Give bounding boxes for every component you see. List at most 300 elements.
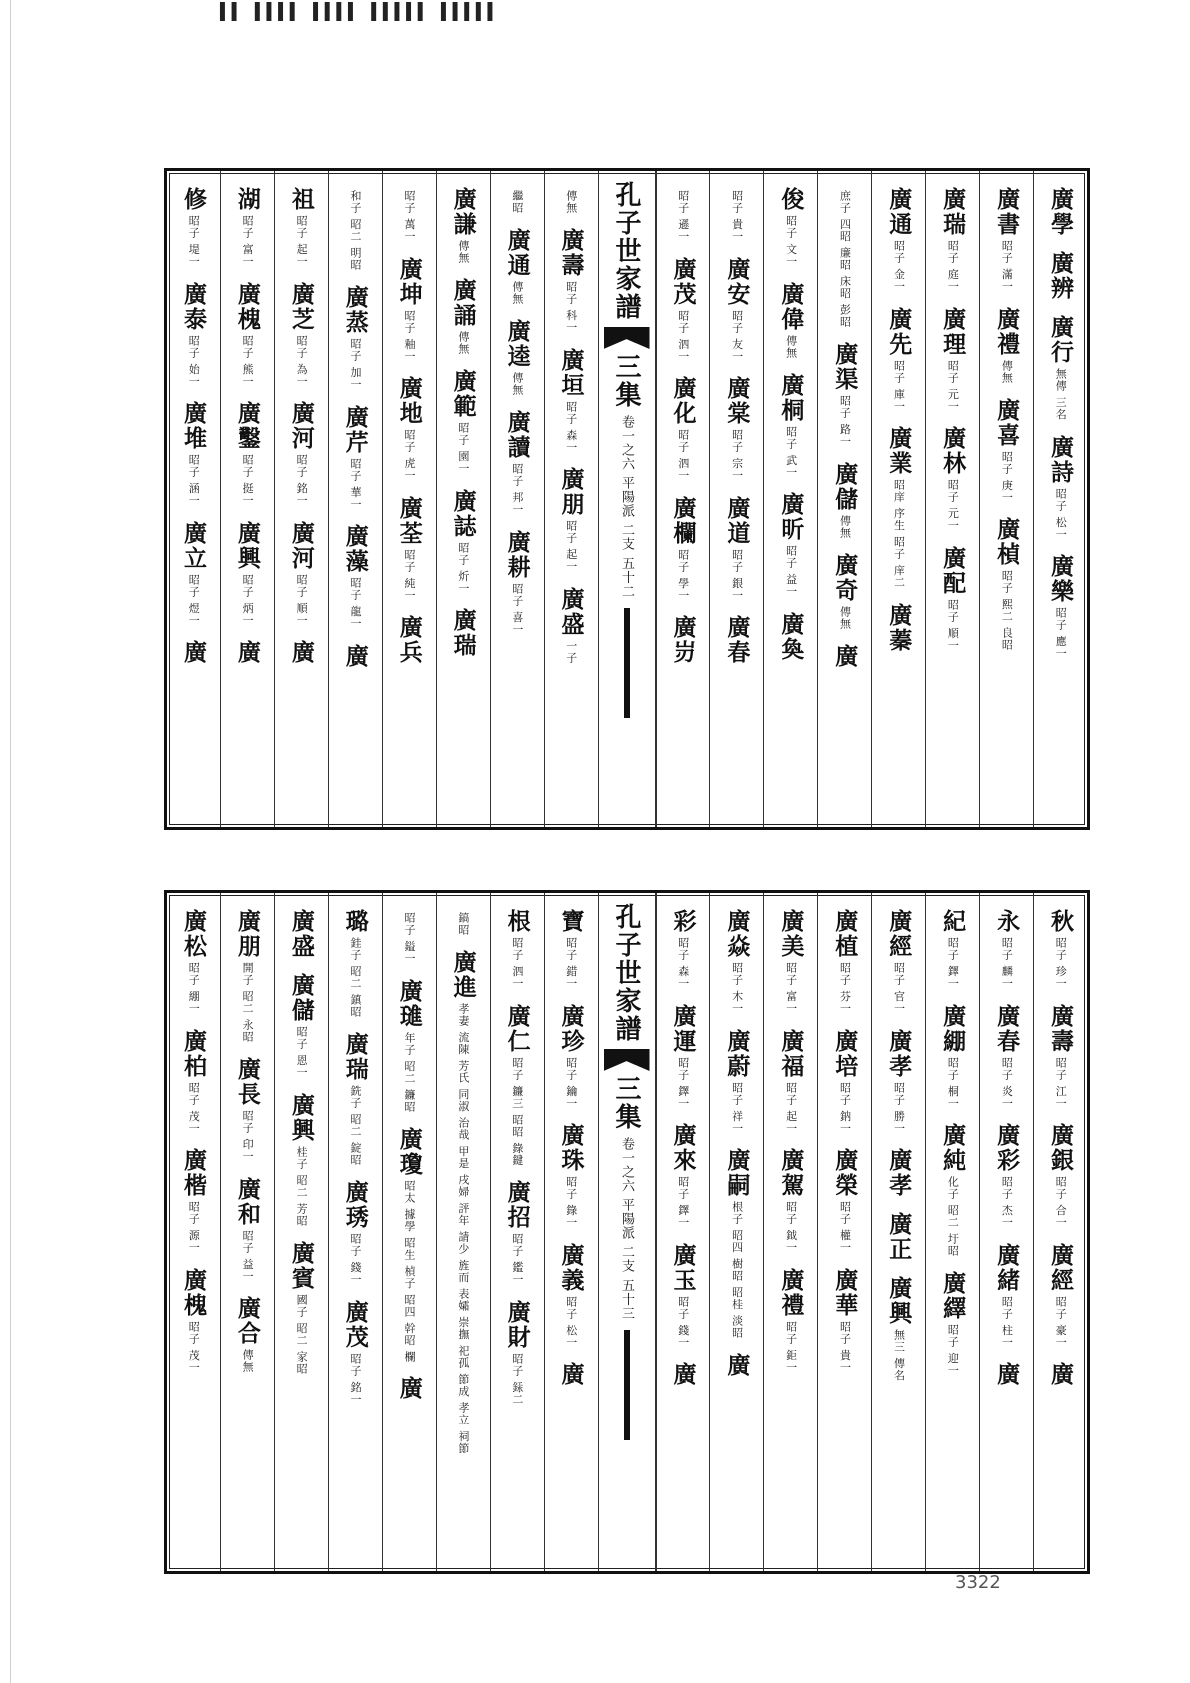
person-name: 廣招 <box>503 1180 531 1230</box>
genealogy-column <box>925 893 979 1571</box>
person-note: 昭子 友一 <box>730 309 744 362</box>
person-name: 廣孝 <box>885 1028 913 1079</box>
person-entry <box>831 1028 859 1135</box>
genealogy-column <box>274 171 328 827</box>
person-entry <box>993 1242 1021 1349</box>
person-note: 昭子 萬一 <box>402 190 416 243</box>
folio-bar <box>624 608 630 718</box>
genealogy-column <box>656 893 710 1571</box>
genealogy-column <box>1033 893 1087 1571</box>
person-entry <box>669 1362 697 1387</box>
person-note: 昭子 炎一 <box>1000 1056 1014 1109</box>
person-name: 廣蒸 <box>341 285 369 335</box>
person-name: 廣春 <box>993 1003 1021 1054</box>
person-name: 廣朋 <box>233 909 261 959</box>
person-note: 昭子 豪一 <box>1054 1295 1068 1348</box>
person-entry <box>939 1123 967 1257</box>
person-note: 昭子 鐮三 昭昭 錄鍵 <box>510 1056 524 1166</box>
person-note: 昭子 銾二 <box>510 1352 524 1405</box>
person-note: 昭子 森一 <box>676 937 690 990</box>
genealogy-column <box>871 893 925 1571</box>
person-entry <box>233 1296 261 1373</box>
person-note: 昭子 森一 <box>564 400 578 453</box>
genealogy-column <box>817 893 871 1571</box>
person-entry <box>511 187 523 214</box>
person-entry <box>723 1353 751 1378</box>
person-note: 昭子 邦一 <box>510 463 524 516</box>
person-entry <box>557 467 585 573</box>
person-note: 昭子 芬一 <box>838 962 852 1015</box>
person-note: 鎬昭 <box>456 912 470 936</box>
person-note: 昭子 學一 <box>676 548 690 601</box>
person-name: 廣奇 <box>831 552 859 603</box>
person-entry <box>1047 434 1075 541</box>
person-entry <box>669 1242 697 1349</box>
person-note: 昭子 元一 <box>946 359 960 412</box>
person-name: 廣運 <box>669 1003 697 1054</box>
person-name: 廣璡 <box>395 978 423 1029</box>
genealogy-column <box>328 171 382 827</box>
person-entry <box>565 187 577 214</box>
person-note: 孝妻 流陳 芳氏 同淑 治哉 甲是 戌婦 評年 請少 旌而 表孀 崇撫 祀孤 節成 孝立 祠節 <box>456 1003 470 1455</box>
person-entry <box>993 1003 1021 1110</box>
collection-title: 三集 <box>611 353 641 409</box>
person-entry <box>1047 554 1075 660</box>
person-note: 昭子 虎一 <box>402 429 416 482</box>
person-name: 廣茂 <box>669 256 697 307</box>
person-note: 昭子 茂一 <box>187 1320 201 1373</box>
person-note: 昭子 杰一 <box>1000 1176 1014 1229</box>
person-name: 廣耕 <box>503 529 531 580</box>
genealogy-column <box>763 893 817 1571</box>
person-name: 廣垣 <box>557 347 585 398</box>
title-column <box>598 893 656 1571</box>
person-entry <box>233 909 261 1043</box>
person-entry <box>669 909 697 990</box>
person-entry <box>939 909 967 990</box>
person-entry <box>395 1126 423 1363</box>
person-entry <box>503 410 531 516</box>
person-note: 昭子 迎一 <box>946 1324 960 1377</box>
person-entry <box>179 1267 207 1374</box>
person-name: 廣喜 <box>993 397 1021 448</box>
person-entry <box>233 640 261 665</box>
person-entry <box>885 1212 913 1262</box>
person-name: 廣春 <box>723 615 751 665</box>
person-entry <box>557 228 585 334</box>
genealogy-column <box>490 171 544 827</box>
person-entry <box>287 520 315 627</box>
person-entry <box>777 1028 805 1135</box>
genealogy-column <box>979 893 1033 1571</box>
person-name: 廣林 <box>939 426 967 476</box>
person-note: 昭子 起一 <box>784 1081 798 1134</box>
person-name: 廣詩 <box>1047 434 1075 485</box>
fishtail-mark <box>604 327 650 349</box>
genealogy-column <box>490 893 544 1571</box>
person-name: 廣盛 <box>287 909 315 959</box>
collection-title: 三集 <box>611 1075 641 1131</box>
person-name: 廣楷 <box>179 1148 207 1198</box>
person-note: 昭子 權一 <box>838 1201 852 1254</box>
person-note: 昭子 煜一 <box>187 573 201 626</box>
person-entry <box>993 306 1021 384</box>
person-name: 廣禮 <box>777 1267 805 1318</box>
person-entry <box>777 187 805 268</box>
person-entry <box>233 1176 261 1283</box>
person-name: 祖 <box>287 187 315 212</box>
person-entry <box>939 306 967 413</box>
person-note: 昭子 益一 <box>241 1229 255 1282</box>
person-name: 廣兵 <box>395 615 423 665</box>
person-name: 秋 <box>1047 909 1075 934</box>
genealogy-column <box>544 893 598 1571</box>
book-title: 孔子世家譜 <box>611 181 641 321</box>
person-note: 昭子 龍一 <box>349 577 363 630</box>
person-name: 廣來 <box>669 1123 697 1173</box>
person-entry <box>403 909 415 965</box>
person-entry <box>557 1003 585 1110</box>
person-entry <box>777 909 805 1015</box>
person-entry <box>233 1057 261 1163</box>
person-entry <box>341 285 369 391</box>
person-entry <box>993 1123 1021 1229</box>
person-name: 廣 <box>669 1362 697 1387</box>
person-entry <box>503 1299 531 1406</box>
person-note: 昭子 純一 <box>402 548 416 601</box>
person-name: 廣昕 <box>777 492 805 542</box>
person-entry <box>395 978 423 1113</box>
person-name: 廣 <box>287 640 315 665</box>
person-note: 昭子 珍一 <box>1054 937 1068 990</box>
person-note: 昭子 起一 <box>295 215 309 268</box>
person-note: 傳無 <box>510 281 524 305</box>
volume-info: 卷一之六 平陽派 二支 五十三 <box>619 1137 634 1321</box>
person-name: 廣儲 <box>831 461 859 512</box>
person-entry <box>395 376 423 482</box>
person-name: 廣朋 <box>557 467 585 517</box>
volume-info: 卷一之六 平陽派 二支 五十二 <box>619 415 634 599</box>
person-entry <box>341 643 369 669</box>
person-name: 廣岃 <box>669 615 697 665</box>
page-edge-line <box>10 0 11 1683</box>
person-name: 廣興 <box>885 1276 913 1326</box>
person-name: 廣河 <box>287 520 315 571</box>
person-note: 一子 <box>564 639 578 664</box>
person-note: 昭子 木一 <box>730 962 744 1015</box>
person-name: 廣理 <box>939 306 967 357</box>
person-name: 廣 <box>993 1362 1021 1387</box>
person-note: 昭子 柱一 <box>1000 1295 1014 1348</box>
person-note: 昭子 鐸一 <box>946 937 960 990</box>
person-entry <box>831 461 859 539</box>
person-name: 廣綳 <box>939 1003 967 1054</box>
person-entry <box>723 1148 751 1339</box>
person-name: 廣道 <box>723 495 751 546</box>
person-entry <box>669 495 697 602</box>
person-entry <box>723 256 751 363</box>
person-note: 傳無 <box>838 514 852 539</box>
person-entry <box>503 1180 531 1286</box>
person-entry <box>831 909 859 1015</box>
genealogy-column <box>817 171 871 827</box>
person-name: 廣壽 <box>557 228 585 278</box>
person-name: 廣瑞 <box>449 608 477 658</box>
person-note: 傳無 <box>784 334 798 359</box>
person-entry <box>885 909 913 1015</box>
person-name: 璐 <box>341 909 369 934</box>
person-note: 昭子 泗一 <box>676 429 690 482</box>
person-note: 昭子 貴一 <box>730 190 744 243</box>
person-note: 年子 昭二 鐮昭 <box>402 1031 416 1113</box>
person-entry <box>233 187 261 268</box>
person-name: 廣瓊 <box>395 1126 423 1177</box>
person-name: 廣合 <box>233 1296 261 1346</box>
person-entry <box>233 401 261 507</box>
person-note: 昭子 熊一 <box>241 334 255 387</box>
person-entry <box>395 615 423 665</box>
person-note: 昭子 官一 <box>892 962 906 1015</box>
person-note: 昭子 遜一 <box>676 190 690 243</box>
person-entry <box>403 187 415 243</box>
person-entry <box>449 488 477 595</box>
person-entry <box>557 347 585 454</box>
person-note: 昭子 桐一 <box>946 1056 960 1109</box>
person-entry <box>723 376 751 482</box>
person-entry <box>503 228 531 305</box>
person-note: 昭子 合一 <box>1054 1176 1068 1229</box>
person-entry <box>677 187 689 243</box>
person-entry <box>777 281 805 359</box>
person-note: 昭子 益一 <box>784 545 798 598</box>
person-name: 廣瑞 <box>341 1032 369 1082</box>
person-entry <box>993 909 1021 990</box>
person-note: 昭子 印一 <box>241 1110 255 1163</box>
person-name: 廣培 <box>831 1028 859 1079</box>
person-entry <box>1047 187 1075 237</box>
person-entry <box>939 187 967 293</box>
person-note: 昭子 源一 <box>187 1201 201 1254</box>
person-name: 廣孝 <box>885 1148 913 1198</box>
person-name: 廣業 <box>885 426 913 476</box>
person-note: 昭子 銘一 <box>349 1352 363 1405</box>
person-entry <box>939 1003 967 1110</box>
person-entry <box>723 495 751 602</box>
person-name: 廣純 <box>939 1123 967 1173</box>
person-name: 廣通 <box>885 187 913 237</box>
person-entry <box>669 615 697 665</box>
person-name: 廣珍 <box>557 1003 585 1054</box>
person-note: 昭子 鎰一 <box>402 912 416 965</box>
person-entry <box>777 611 805 662</box>
person-note: 昭子 炳一 <box>241 573 255 626</box>
person-name: 廣繹 <box>939 1271 967 1321</box>
person-entry <box>831 1148 859 1254</box>
person-entry <box>449 369 477 475</box>
person-note: 昭子 為一 <box>295 334 309 387</box>
person-entry <box>233 281 261 388</box>
person-name: 廣 <box>723 1353 751 1378</box>
person-note: 昭子 祥一 <box>730 1081 744 1134</box>
person-note: 昭子 鐸一 <box>676 1176 690 1229</box>
person-note: 昭子 勝一 <box>892 1081 906 1134</box>
person-name: 廣進 <box>449 950 477 1000</box>
person-entry <box>395 495 423 602</box>
person-name: 廣賓 <box>287 1240 315 1291</box>
person-note: 昭子 銀一 <box>730 548 744 601</box>
genealogy-column <box>709 893 763 1571</box>
person-note: 昭子 錢一 <box>676 1295 690 1348</box>
person-name: 廣奐 <box>777 611 805 662</box>
person-entry <box>731 187 743 243</box>
person-note: 昭子 華一 <box>349 457 363 510</box>
person-entry <box>179 640 207 665</box>
person-name: 廣嗣 <box>723 1148 751 1198</box>
person-name: 廣芹 <box>341 404 369 455</box>
person-entry <box>885 1028 913 1135</box>
person-note: 昭子 恩一 <box>295 1026 309 1079</box>
person-note: 昭子 涵一 <box>187 454 201 507</box>
person-entry <box>449 950 477 1455</box>
person-note: 銑子 昭二 錠昭 <box>349 1085 363 1166</box>
person-entry <box>287 1240 315 1375</box>
person-note: 昭子 炘一 <box>456 541 470 594</box>
person-note: 昭子 庫一 <box>892 359 906 412</box>
person-name: 紀 <box>939 909 967 934</box>
person-note: 昭子 銘一 <box>295 454 309 507</box>
person-note: 銈子 昭二 鎮昭 <box>349 937 363 1018</box>
person-note: 昭太 據學 昭生 楨子 昭四 幹昭 欄 <box>402 1179 416 1363</box>
person-entry <box>831 552 859 630</box>
person-entry <box>287 640 315 665</box>
person-name: 廣禮 <box>993 306 1021 357</box>
person-name: 廣仁 <box>503 1003 531 1054</box>
person-entry <box>831 643 859 669</box>
person-note: 傳無 <box>510 372 524 396</box>
person-entry <box>939 426 967 532</box>
person-name: 廣楨 <box>993 517 1021 567</box>
person-entry <box>885 602 913 653</box>
person-name: 俊 <box>777 187 805 212</box>
person-entry <box>179 909 207 1015</box>
person-note: 傳無 <box>241 1349 255 1373</box>
person-note: 昭子 武一 <box>784 425 798 478</box>
genealogy-column <box>382 893 436 1571</box>
person-note: 昭子 滿一 <box>1000 240 1014 293</box>
person-note: 傳無 <box>564 190 578 214</box>
person-name: 廣行 <box>1047 315 1075 365</box>
person-note: 昭子 鈉一 <box>838 1081 852 1134</box>
person-name: 廣財 <box>503 1299 531 1350</box>
person-entry <box>395 256 423 363</box>
person-note: 傳無 <box>456 331 470 355</box>
person-entry <box>449 187 477 264</box>
person-note: 昭子 金一 <box>892 240 906 293</box>
folio-bar <box>624 1330 630 1440</box>
person-entry <box>557 586 585 664</box>
person-note: 昭子 鉅一 <box>784 1320 798 1373</box>
top-scan-strip: ▌▌ ▌▌▌▌ ▌▌▌▌ ▌▌▌▌▌ ▌▌▌▌▌ <box>220 2 500 21</box>
genealogy-column <box>544 171 598 827</box>
genealogy-column <box>436 893 490 1571</box>
person-name: 廣駕 <box>777 1148 805 1198</box>
person-name: 廣經 <box>885 909 913 959</box>
person-entry <box>831 1267 859 1374</box>
person-name: 廣藻 <box>341 524 369 574</box>
person-entry <box>179 1148 207 1254</box>
person-entry <box>831 342 859 448</box>
person-entry <box>287 1092 315 1227</box>
person-name: 廣範 <box>449 369 477 419</box>
person-note: 昭子 綳一 <box>187 962 201 1015</box>
person-entry <box>723 909 751 1015</box>
person-entry <box>939 545 967 652</box>
person-entry <box>449 608 477 658</box>
person-name: 廣華 <box>831 1267 859 1318</box>
genealogy-page-top <box>164 168 1090 830</box>
person-note: 昭子 錢一 <box>349 1233 363 1286</box>
column-grid <box>167 893 1087 1571</box>
person-name: 廣長 <box>233 1057 261 1107</box>
person-name: 寶 <box>557 909 585 934</box>
genealogy-column <box>167 893 220 1571</box>
person-note: 昭子 喜一 <box>510 582 524 635</box>
person-entry <box>287 909 315 959</box>
person-name: 廣槐 <box>179 1267 207 1318</box>
person-note: 昭子 富一 <box>784 962 798 1015</box>
person-name: 廣 <box>831 643 859 669</box>
person-name: 廣興 <box>233 520 261 571</box>
person-note: 昭子 庚一 <box>1000 450 1014 503</box>
person-note: 昭子 鐸一 <box>676 1056 690 1109</box>
genealogy-column <box>925 171 979 827</box>
person-name: 廣 <box>395 1376 423 1402</box>
person-name: 廣棠 <box>723 376 751 426</box>
person-entry <box>287 281 315 388</box>
person-entry <box>233 520 261 627</box>
genealogy-column <box>763 171 817 827</box>
fishtail-mark <box>604 1049 650 1071</box>
person-note: 昭子 順一 <box>295 573 309 626</box>
person-entry <box>449 278 477 355</box>
person-note: 昭子 釉一 <box>402 309 416 362</box>
person-note: 庶子 四昭 廉昭 床昭 彭昭 <box>838 190 852 328</box>
person-entry <box>503 529 531 636</box>
person-name: 永 <box>993 909 1021 934</box>
person-name: 廣渠 <box>831 342 859 392</box>
genealogy-column <box>382 171 436 827</box>
person-note: 昭子 松一 <box>564 1295 578 1348</box>
person-name: 廣泰 <box>179 281 207 332</box>
person-entry <box>885 426 913 589</box>
person-entry <box>287 973 315 1079</box>
person-entry <box>669 1003 697 1110</box>
person-entry <box>557 1362 585 1387</box>
person-note: 傳無 <box>1000 359 1014 384</box>
person-note: 昭子 元一 <box>946 479 960 532</box>
column-grid <box>167 171 1087 827</box>
person-note: 昭子 園一 <box>456 422 470 475</box>
genealogy-column <box>436 171 490 827</box>
person-entry <box>341 404 369 511</box>
person-name: 廣 <box>233 640 261 665</box>
person-entry <box>341 909 369 1018</box>
person-entry <box>669 1123 697 1229</box>
person-name: 廣樂 <box>1047 554 1075 604</box>
person-name: 廣 <box>557 1362 585 1387</box>
person-entry <box>1047 1362 1075 1387</box>
person-note: 昭子 鑑一 <box>510 1233 524 1286</box>
